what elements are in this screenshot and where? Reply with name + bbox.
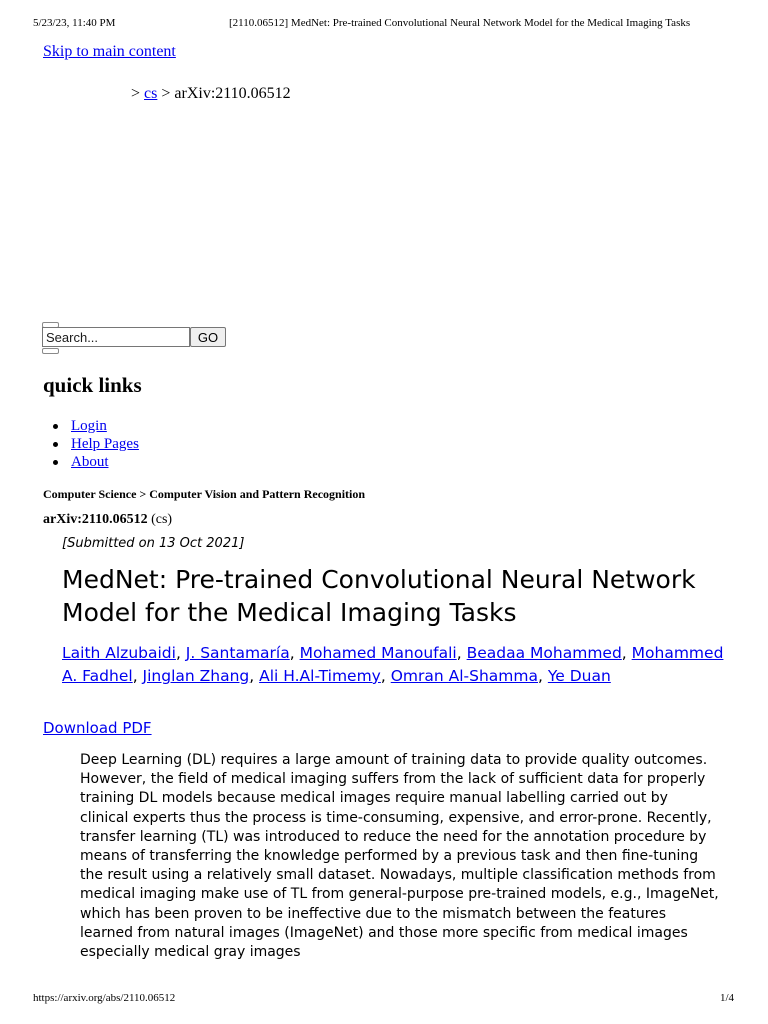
print-doc-title: [2110.06512] MedNet: Pre-trained Convolutional Neural Network Model for the Medical Imaging Tasks: [229, 17, 691, 29]
login-link[interactable]: Login: [71, 417, 107, 434]
bullet-icon: [53, 442, 58, 447]
author-link[interactable]: Ye Duan: [547, 667, 611, 685]
help-pages-link[interactable]: Help Pages: [71, 435, 139, 452]
arxiv-category: (cs): [151, 512, 173, 527]
author-link[interactable]: Mohamed Manoufali: [299, 644, 457, 662]
quick-link-item: [43, 417, 139, 435]
quick-links-heading: quick links: [43, 373, 142, 397]
author-link[interactable]: Ali H.Al-Timemy: [259, 667, 381, 685]
author-link[interactable]: J. Santamaría: [185, 644, 290, 662]
breadcrumb-separator: >: [131, 85, 141, 102]
search-form: [42, 322, 242, 354]
breadcrumb-cs-link[interactable]: cs: [144, 85, 158, 102]
submission-date: [Submitted on 13 Oct 2021]: [62, 536, 245, 551]
print-page-number: 1/4: [720, 992, 735, 1004]
breadcrumb-current: > arXiv:2110.06512: [161, 85, 291, 102]
quick-link-item: [43, 453, 139, 471]
paper-title: MedNet: Pre-trained Convolutional Neural Network Model for the Medical Imaging Tasks: [62, 565, 696, 627]
search-input[interactable]: [42, 327, 190, 347]
author-link[interactable]: Laith Alzubaidi: [62, 644, 176, 662]
author-link[interactable]: Omran Al-Shamma: [390, 667, 538, 685]
author-link[interactable]: Mohammed A. Fadhel: [62, 644, 724, 685]
search-bottom-handle: [42, 348, 59, 354]
bullet-icon: [53, 424, 58, 429]
subject-path: Computer Science > Computer Vision and Pattern Recognition: [43, 487, 366, 501]
arxiv-identifier: [43, 512, 172, 528]
author-link[interactable]: Jinglan Zhang: [142, 667, 250, 685]
arxiv-id: arXiv:2110.06512: [43, 512, 148, 527]
search-go-button[interactable]: GO: [190, 327, 226, 347]
abstract-text: Deep Learning (DL) requires a large amount of training data to provide quality outcomes. However, the field of medical imaging suffers from the lack of sufficient data for properly training DL models because medical images require manual labelling carried out by clinical experts thus the process is time-consuming, expensive, and error-prone. Recently, transfer learning (TL) was introduced to reduce the need for the annotation procedure by means of transferring the knowledge performed by a previous task and then fine-tuning the result using a relatively small dataset. Nowadays, multiple classification methods from medical imaging make use of TL from general-purpose pre-trained models, e.g., ImageNet, which has been proven to be ineffective due to the mismatch between the features learned from natural images (ImageNet) and those more specific from medical images especially medical gray images: [80, 752, 719, 961]
print-datetime: 5/23/23, 11:40 PM: [33, 17, 116, 29]
bullet-icon: [53, 460, 58, 465]
author-link[interactable]: Beadaa Mohammed: [466, 644, 622, 662]
author-list: Laith Alzubaidi, J. Santamaría, Mohamed Manoufali, Beadaa Mohammed, Mohammed A. Fadhel, Jinglan Zhang, Ali H.Al-Timemy, Omran Al-Shamma, Ye Duan: [62, 644, 724, 685]
quick-links-list: [43, 417, 139, 471]
print-footer-url: https://arxiv.org/abs/2110.06512: [33, 992, 176, 1004]
breadcrumb: [131, 85, 291, 103]
skip-to-main-link[interactable]: Skip to main content: [43, 43, 176, 60]
download-pdf-link[interactable]: Download PDF: [43, 719, 152, 737]
quick-link-item: [43, 435, 139, 453]
about-link[interactable]: About: [71, 453, 109, 470]
